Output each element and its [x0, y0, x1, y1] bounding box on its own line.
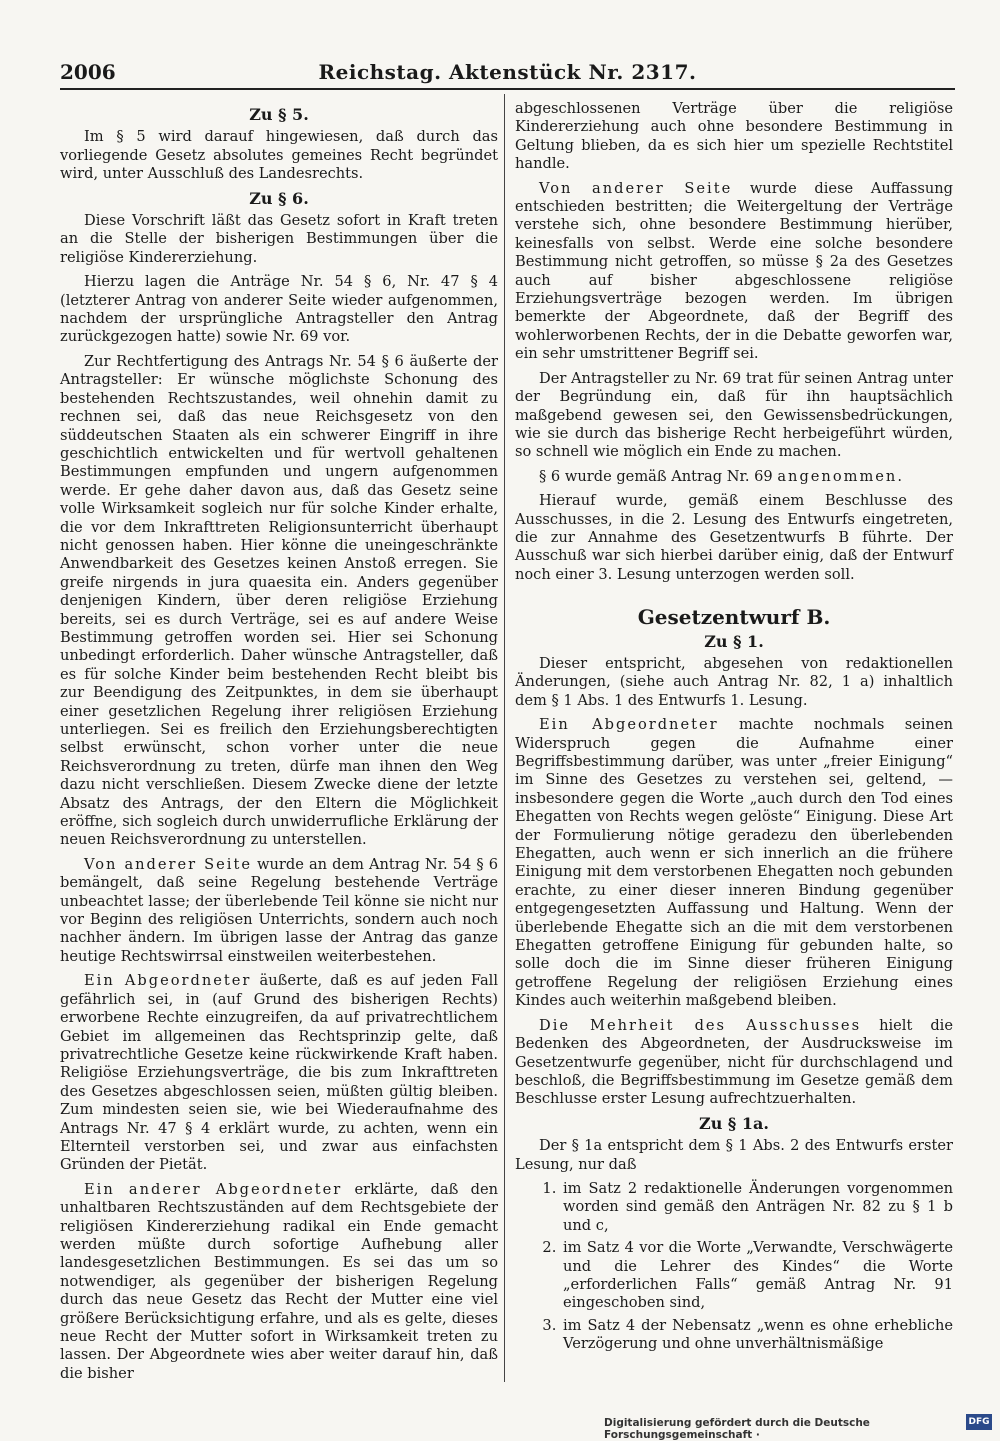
- paragraph: Im § 5 wird darauf hingewiesen, daß durch das vorliegende Gesetz absolutes gemeines Recht begründet wird, unter Ausschluß des Landesrechts.: [60, 128, 498, 183]
- paragraph: Der § 1a entspricht dem § 1 Abs. 2 des Entwurfs erster Lesung, nur daß: [515, 1137, 953, 1173]
- digitization-credit: Digitalisierung gefördert durch die Deutsche Forschungsgemeinschaft ·: [604, 1417, 870, 1441]
- column-divider: [504, 94, 505, 1382]
- paragraph-text: erklärte, daß den unhaltbaren Rechtszuständen auf dem Rechtsgebiete der religiösen Kindererziehung radikal ein Ende gemacht werden müßte durch sofortige Aufhebung aller landesgesetzlichen Bestimmungen. Es sei das um so notwendiger, als gegenüber der bisherigen Regelung durch das neue Gesetz das Recht der Mutter eine viel größere Berücksichtigung erfahre, und als es gelte, dieses neue Recht der Mutter sofort in Wirksamkeit treten zu lassen. Der Abgeordnete wies aber weiter darauf hin, daß die bisher: [60, 1180, 498, 1382]
- paragraph: [60, 972, 498, 1174]
- page-number: 2006: [60, 60, 116, 84]
- section-heading-1: Zu § 1.: [704, 631, 764, 651]
- paragraph: Diese Vorschrift läßt das Gesetz sofort in Kraft treten an die Stelle der bisherigen Bestimmungen über die religiöse Kindererziehung.: [60, 212, 498, 266]
- header-title: Reichstag. Aktenstück Nr. 2317.: [318, 60, 697, 84]
- paragraph-text: wurde an dem Antrag Nr. 54 § 6 bemängelt, daß seine Regelung bestehende Verträge unbeachtet lasse; der überlebende Teil könne sie nicht nur vor Beginn des religiösen Unterrichts, sondern auch noch nachher ändern. Im übrigen lasse der Antrag das ganze heutige Rechtswirrsal einstweilen weiterbestehen.: [60, 855, 498, 965]
- section-heading-1a: Zu § 1a.: [699, 1113, 769, 1133]
- paragraph: abgeschlossenen Verträge über die religiöse Kindererziehung auch ohne besondere Bestimmung in Geltung blieben, da es sich hier um spezielle Rechtstitel handle.: [515, 100, 953, 173]
- spaced-emphasis: Von anderer Seite: [539, 179, 733, 197]
- section-heading-6: Zu § 6.: [249, 188, 309, 208]
- numbered-list: [515, 1180, 953, 1354]
- paragraph: [60, 856, 498, 966]
- paragraph: [515, 180, 953, 364]
- right-column: [515, 100, 953, 1358]
- paragraph-text: äußerte, daß es auf jeden Fall gefährlich sei, in (auf Grund des bisherigen Rechts) erworbene Rechte einzugreifen, da auf privatrechtlichem Gebiet im allgemeinen das Rechtsprinzip gelte, daß privatrechtliche Gesetze keine rückwirkende Kraft haben. Religiöse Erziehungsverträge, die bis zum Inkrafttreten des Gesetzes abgeschlossen seien, müßten gültig bleiben. Zum mindesten seien sie, wie bei Wiederaufnahme des Antrags Nr. 47 § 4 erklärt wurde, zu achten, wenn ein Elternteil verstorben sei, und zwar aus einfachsten Gründen der Pietät.: [60, 972, 499, 1174]
- list-item: 3. im Satz 4 der Nebensatz „wenn es ohne erhebliche Verzögerung und ohne unverhältnismäßige: [561, 1317, 953, 1354]
- spaced-emphasis: Ein Abgeordneter: [84, 972, 252, 990]
- draft-heading: Gesetzentwurf B.: [637, 605, 831, 630]
- dfg-logo: DFG: [966, 1414, 992, 1430]
- spaced-emphasis: Die Mehrheit des Ausschusses: [539, 1016, 862, 1034]
- spaced-emphasis: Ein Abgeordneter: [539, 716, 719, 734]
- paragraph: Der Antragsteller zu Nr. 69 trat für seinen Antrag unter der Begründung ein, daß für ihn hauptsächlich maßgebend gewesen sei, den Gewissensbedrückungen, wie sie durch das bisherige Recht herbeigeführt würden, so schnell wie möglich ein Ende zu machen.: [515, 369, 953, 461]
- paragraph: Zur Rechtfertigung des Antrags Nr. 54 § 6 äußerte der Antragsteller: Er wünsche möglichste Schonung des bestehenden Rechtszustandes, weil ohnehin damit zu rechnen sei, daß das neue Reichsgesetz von den süddeutschen Staaten als ein schwerer Eingriff in ihre geschichtlich entwickelten und für wertvoll gehaltenen Bestimmungen empfunden und ungern aufgenommen werde. Er gehe daher davon aus, daß das Gesetz seine volle Wirksamkeit sogleich nur für solche Kinder erhalte, die vor dem Inkrafttreten Religionsunterricht überhaupt nicht genossen haben. Hier könne die uneingeschränkte Anwendbarkeit des Gesetzes keinen Anstoß erregen. Sie greife nirgends in jura quaesita ein. Anders gegenüber denjenigen Kindern, über deren religiöse Erziehung bereits, sei es durch Verträge, sei es auf andere Weise Bestimmung getroffen worden sei. Hier sei Schonung unbedingt erforderlich. Daher wünsche Antragsteller, daß es für solche Kinder beim bestehenden Recht bleibt bis zur Beendigung des Zeitpunktes, in dem sie überhaupt einer gesetzlichen Regelung ihrer religiösen Erziehung unterliegen. Sei es freilich den Erziehungsberechtigten selbst erwünscht, schon vorher unter die neue Reichsverordnung zu treten, dürfe man ihnen den Weg dazu nicht verschließen. Diesem Zwecke diene der letzte Absatz des Antrags, der den Eltern die Möglichkeit eröffne, sich sogleich durch unwiderrufliche Erklärung der neuen Reichsverordnung zu unterstellen.: [60, 352, 498, 849]
- paragraph-text: § 6 wurde gemäß Antrag Nr. 69: [539, 467, 778, 485]
- paragraph: [515, 716, 953, 1011]
- paragraph: [515, 468, 953, 486]
- spaced-emphasis: Von anderer Seite: [84, 855, 252, 873]
- spaced-emphasis: angenommen.: [777, 467, 904, 485]
- paragraph-text: wurde diese Auffassung entschieden bestritten; die Weitergeltung der Verträge verstehe sich, ohne besondere Bestimmung hierüber, keinesfalls von selbst. Werde eine solche besondere Bestimmung nicht getroffen, so müsse § 2a des Gesetzes auch auf bisher abgeschlossene religiöse Erziehungsverträge bezogen werden. Im übrigen bemerkte der Abgeordnete, daß der Begriff des wohlerworbenen Rechts, der in die Debatte geworfen war, ein sehr umstrittener Begriff sei.: [515, 179, 953, 363]
- left-column: [60, 100, 498, 1389]
- page-header: [60, 58, 955, 90]
- paragraph: [515, 1017, 953, 1109]
- list-item: 1. im Satz 2 redaktionelle Änderungen vorgenommen worden sind gemäß den Anträgen Nr. 82 zu § 1 b und c,: [561, 1180, 953, 1235]
- spaced-emphasis: Ein anderer Abgeordneter: [84, 1180, 343, 1198]
- section-heading-5: Zu § 5.: [249, 105, 309, 124]
- paragraph: Hierauf wurde, gemäß einem Beschlusse des Ausschusses, in die 2. Lesung des Entwurfs eingetreten, die zur Annahme des Gesetzentwurfs B führte. Der Ausschuß war sich hierbei darüber einig, daß der Entwurf noch einer 3. Lesung unterzogen werden soll.: [515, 492, 953, 583]
- paragraph-text: hielt die Bedenken des Abgeordneten, der Ausdrucksweise im Gesetzentwurfe gegenüber, nicht für durchschlagend und beschloß, die Begriffsbestimmung im Gesetze gemäß dem Beschlusse erster Lesung aufrechtzuerhalten.: [515, 1016, 953, 1108]
- list-item: 2. im Satz 4 vor die Worte „Verwandte, Verschwägerte und die Lehrer des Kindes“ die Worte „erforderlichen Falls“ gemäß Antrag Nr. 91 eingeschoben sind,: [561, 1239, 953, 1313]
- paragraph: Dieser entspricht, abgesehen von redaktionellen Änderungen, (siehe auch Antrag Nr. 82, 1 a) inhaltlich dem § 1 Abs. 1 des Entwurfs 1. Lesung.: [515, 654, 953, 709]
- paragraph: Hierzu lagen die Anträge Nr. 54 § 6, Nr. 47 § 4 (letzterer Antrag von anderer Seite wieder aufgenommen, nachdem der ursprüngliche Antragsteller den Antrag zurückgezogen hatte) sowie Nr. 69 vor.: [60, 273, 498, 346]
- paragraph: [60, 1181, 498, 1383]
- paragraph-text: machte nochmals seinen Widerspruch gegen die Aufnahme einer Begriffsbestimmung darüber, was unter „freier Einigung“ im Sinne des Gesetzes zu verstehen sei, geltend, — insbesondere gegen die Worte „auch durch den Tod eines Ehegatten von Rechts wegen gelöste“ Einigung. Diese Art der Formulierung nötige geradezu den überlebenden Ehegatten, auch wenn er sich innerlich an die frühere Einigung mit dem verstorbenen Ehegatten noch gebunden erachte, zu einer dieser inneren Bindung gegenüber entgegengesetzten Auffassung und Haltung. Wenn der überlebende Ehegatte sich an die mit dem verstorbenen Ehegatten getroffene Einigung für gebunden halte, so solle doch die im Sinne dieser früheren Einigung getroffene Regelung der religiösen Erziehung eines Kindes auch weiterhin maßgebend bleiben.: [515, 716, 953, 1010]
